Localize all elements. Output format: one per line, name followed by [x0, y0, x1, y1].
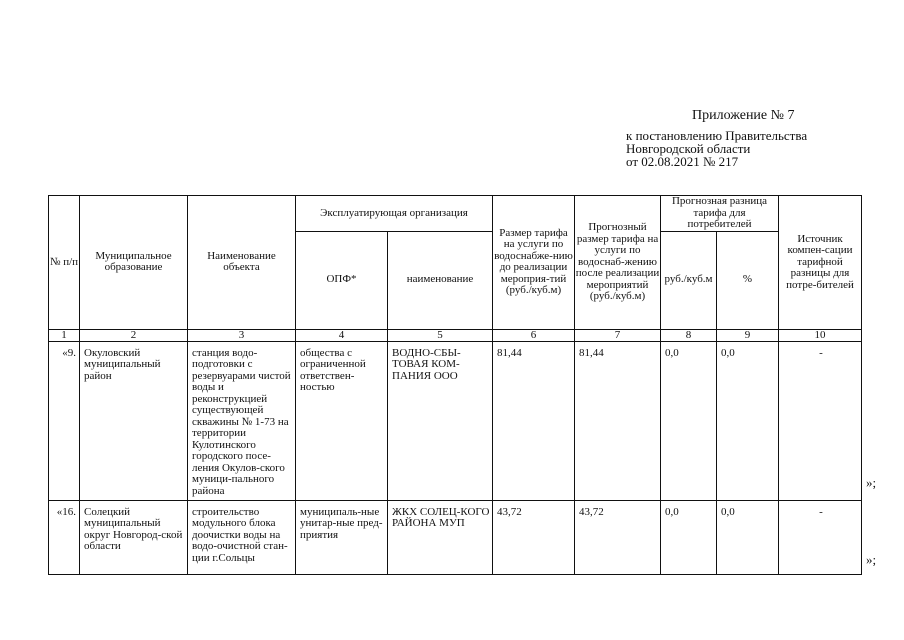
row-diff-pct: 0,0 — [717, 341, 779, 500]
header-operator-group: Эксплуатирующая организация — [296, 196, 493, 232]
row-diff-pct: 0,0 — [717, 500, 779, 574]
row-org-name: ЖКХ СОЛЕЦ-КОГО РАЙОНА МУП — [388, 500, 493, 574]
column-number: 4 — [296, 329, 388, 341]
row-object: станция водо-подготовки с резервуарами чистой воды и реконструкцией существующей скважины № 1-73 на территории Кулотинского городского посе-ления Окулов-ского муници-пального района — [188, 341, 296, 500]
column-number: 2 — [80, 329, 188, 341]
header-opf: ОПФ* — [296, 231, 388, 329]
column-number: 1 — [49, 329, 80, 341]
header-num: № п/п — [49, 196, 80, 330]
header-org-name: наименование — [388, 231, 493, 329]
row-number: «9. — [49, 341, 80, 500]
appendix-title: Приложение № 7 — [692, 108, 795, 123]
column-number: 3 — [188, 329, 296, 341]
row-object: строительство модульного блока доочистки воды на водо-очистной стан-ции г.Сольцы — [188, 500, 296, 574]
appendix-line-2: Новгородской области — [626, 141, 751, 156]
row-source: - — [779, 341, 862, 500]
header-tariff-before: Размер тарифа на услуги по водоснабже-нию до реализации мероприя-тий (руб./куб.м) — [493, 196, 575, 330]
row-number: «16. — [49, 500, 80, 574]
column-number: 7 — [575, 329, 661, 341]
header-diff-group: Прогнозная разница тарифа для потребителей — [661, 196, 779, 232]
row-tariff-forecast: 43,72 — [575, 500, 661, 574]
header-object: Наименование объекта — [188, 196, 296, 330]
row-municipality: Окуловский муниципальный район — [80, 341, 188, 500]
row-org-name: ВОДНО-СБЫ-ТОВАЯ КОМ-ПАНИЯ ООО — [388, 341, 493, 500]
column-number: 5 — [388, 329, 493, 341]
appendix-line-1: к постановлению Правительства — [626, 128, 808, 143]
appendix-line-3: от 02.08.2021 № 217 — [626, 154, 739, 169]
row-opf: общества с ограниченной ответствен-ностью — [296, 341, 388, 500]
row-closing-mark: »; — [866, 552, 877, 567]
tariff-table — [48, 195, 862, 575]
header-source: Источник компен-сации тарифной разницы для потре-бителей — [779, 196, 862, 330]
row-diff-rub: 0,0 — [661, 341, 717, 500]
row-tariff-before: 81,44 — [493, 341, 575, 500]
row-opf: муниципаль-ные унитар-ные пред-приятия — [296, 500, 388, 574]
row-diff-rub: 0,0 — [661, 500, 717, 574]
column-number: 8 — [661, 329, 717, 341]
column-number: 10 — [779, 329, 862, 341]
row-closing-mark: »; — [866, 475, 877, 490]
header-tariff-forecast: Прогнозный размер тарифа на услуги по водоснаб-жению после реализации мероприятий (руб./куб.м) — [575, 196, 661, 330]
row-tariff-forecast: 81,44 — [575, 341, 661, 500]
column-number: 6 — [493, 329, 575, 341]
table-row — [49, 500, 862, 574]
header-diff-rub: руб./куб.м — [661, 231, 717, 329]
column-numbers-row — [49, 329, 862, 341]
row-tariff-before: 43,72 — [493, 500, 575, 574]
column-number: 9 — [717, 329, 779, 341]
row-source: - — [779, 500, 862, 574]
header-municipality: Муниципальное образование — [80, 196, 188, 330]
row-municipality: Солецкий муниципальный округ Новгород-ской области — [80, 500, 188, 574]
header-diff-pct: % — [717, 231, 779, 329]
table-row — [49, 341, 862, 500]
